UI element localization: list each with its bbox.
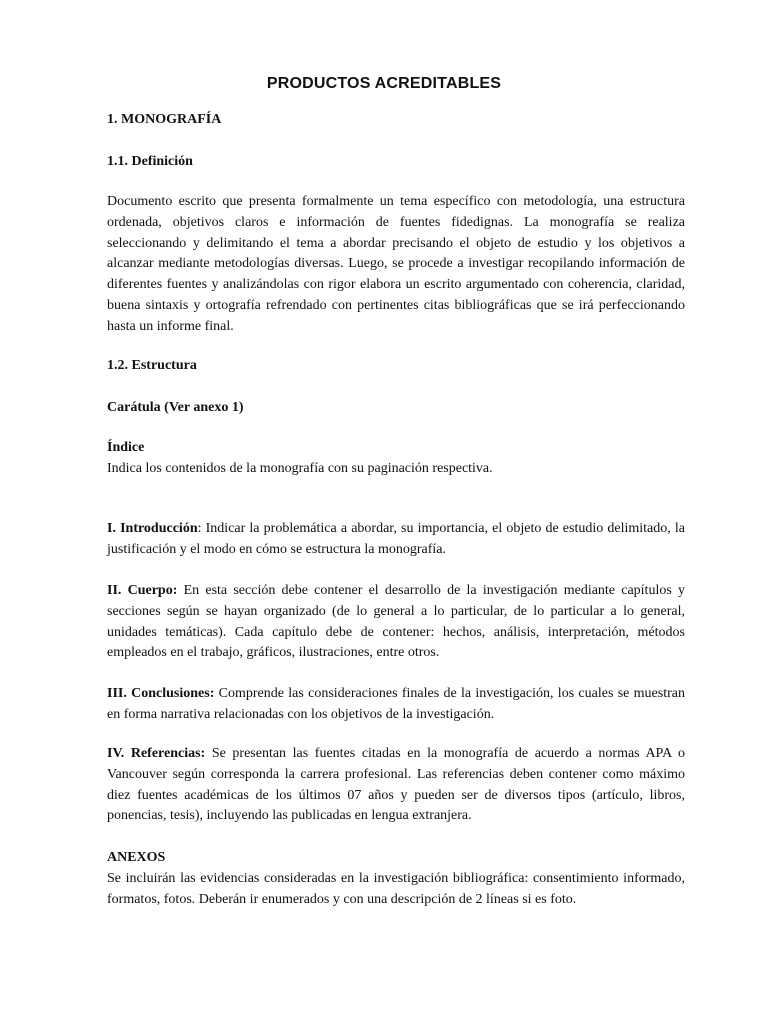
introduccion-paragraph [107,519,685,561]
introduccion-text: : Indicar la problemática a abordar, su importancia, el objeto de estudio delimitado, la justificación y el modo en cómo se estructura la monografía. [107,521,685,557]
definicion-paragraph: Documento escrito que presenta formalmente un tema específico con metodología, una estructura ordenada, objetivos claros e información de fuentes fidedignas. La monografía se realiza seleccionando y delimitando el tema a abordar precisando el objeto de estudio y los objetivos a alcanzar mediante metodologías diversas. Luego, se procede a investigar recopilando información de diferentes fuentes y analizándolas con rigor elabora un escrito argumentado con coherencia, claridad, buena sintaxis y ortografía refrendado con pertinentes citas bibliográficas que se irá perfeccionando hasta un informe final. [107,194,685,334]
indice-paragraph: Indica los contenidos de la monografía con su paginación respectiva. [107,461,493,476]
conclusiones-label: III. Conclusiones: [107,686,215,701]
cuerpo-label: II. Cuerpo: [107,583,178,598]
cuerpo-text: En esta sección debe contener el desarrollo de la investigación mediante capítulos y secciones según se hayan organizado (de lo general a lo particular, de lo particular a lo general, unidades temáticas). Cada capítulo debe de contener: hechos, análisis, interpretación, métodos empleados en el trabajo, gráficos, ilustraciones, entre otros. [107,583,685,661]
anexos-heading: ANEXOS [107,850,166,865]
page-title: PRODUCTOS ACREDITABLES [266,75,502,92]
referencias-label: IV. Referencias: [107,746,206,761]
referencias-text: Se presentan las fuentes citadas en la monografía de acuerdo a normas APA o Vancouver según corresponda la carrera profesional. Las referencias deben contener como máximo diez fuentes académicas de los últimos 07 años y pueden ser de diversos tipos (artículo, libros, ponencias, tesis), incluyendo las publicadas en lengua extranjera. [107,746,685,824]
caratula-heading: Carátula (Ver anexo 1) [107,400,244,415]
indice-heading: Índice [107,440,145,455]
anexos-paragraph: Se incluirán las evidencias consideradas en la investigación bibliográfica: consentimiento informado, formatos, fotos. Deberán ir enumerados y con una descripción de 2 líneas si es foto. [107,871,685,907]
referencias-paragraph [107,744,685,827]
subsection-heading-definicion: 1.1. Definición [107,154,193,169]
conclusiones-paragraph [107,684,685,726]
conclusiones-text: Comprende las consideraciones finales de la investigación, los cuales se muestran en forma narrativa relacionadas con los objetivos de la investigación. [107,686,685,722]
introduccion-label: I. Introducción [107,521,198,536]
cuerpo-paragraph [107,581,685,664]
subsection-heading-estructura: 1.2. Estructura [107,358,197,373]
section-heading-monografia: 1. MONOGRAFÍA [107,112,222,127]
